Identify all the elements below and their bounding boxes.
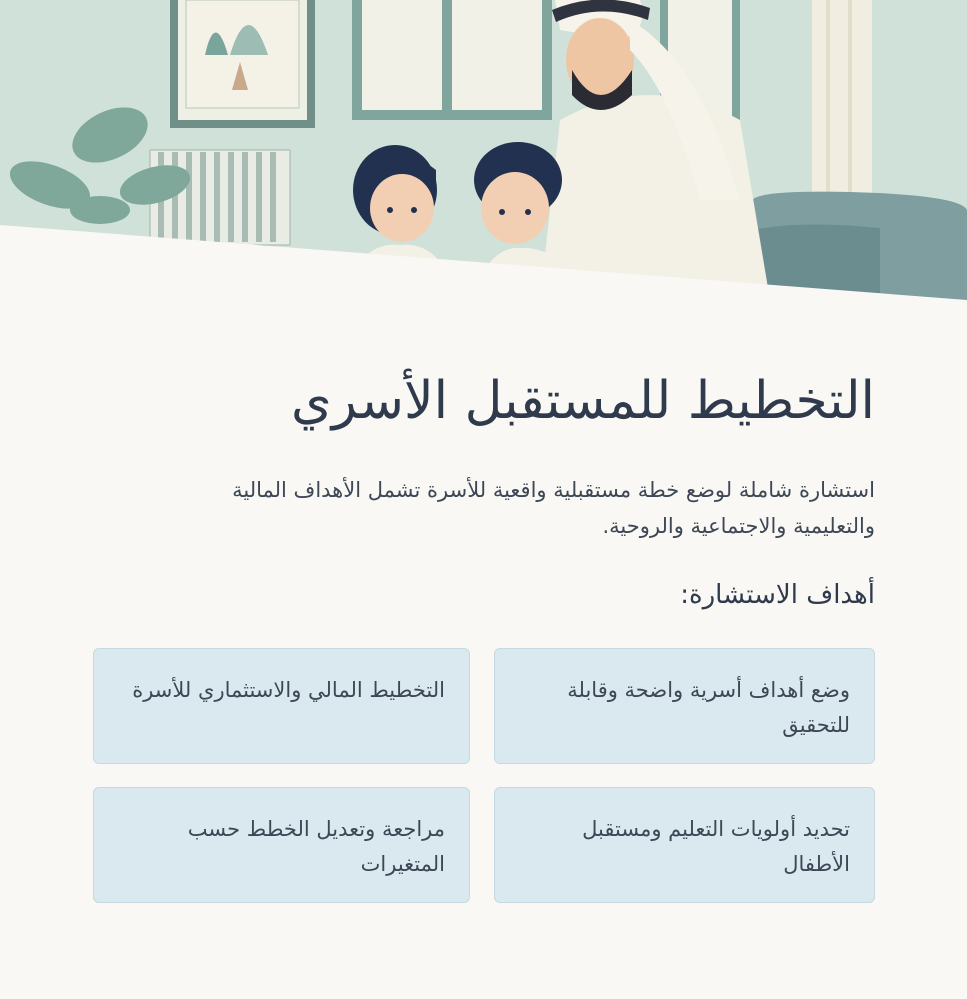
goal-card: مراجعة وتعديل الخطط حسب المتغيرات — [93, 787, 470, 903]
goals-grid — [92, 648, 875, 903]
goal-card: تحديد أولويات التعليم ومستقبل الأطفال — [494, 787, 875, 903]
hero-illustration — [0, 0, 967, 300]
page-description: استشارة شاملة لوضع خطة مستقبلية واقعية للأسرة تشمل الأهداف المالية والتعليمية والاجتماعية والروحية. — [232, 478, 875, 539]
page-title: التخطيط للمستقبل الأسري — [291, 371, 875, 431]
goal-card: التخطيط المالي والاستثماري للأسرة — [93, 648, 470, 764]
goal-card: وضع أهداف أسرية واضحة وقابلة للتحقيق — [494, 648, 875, 764]
main-content — [92, 370, 875, 903]
goals-heading: أهداف الاستشارة: — [680, 580, 875, 611]
